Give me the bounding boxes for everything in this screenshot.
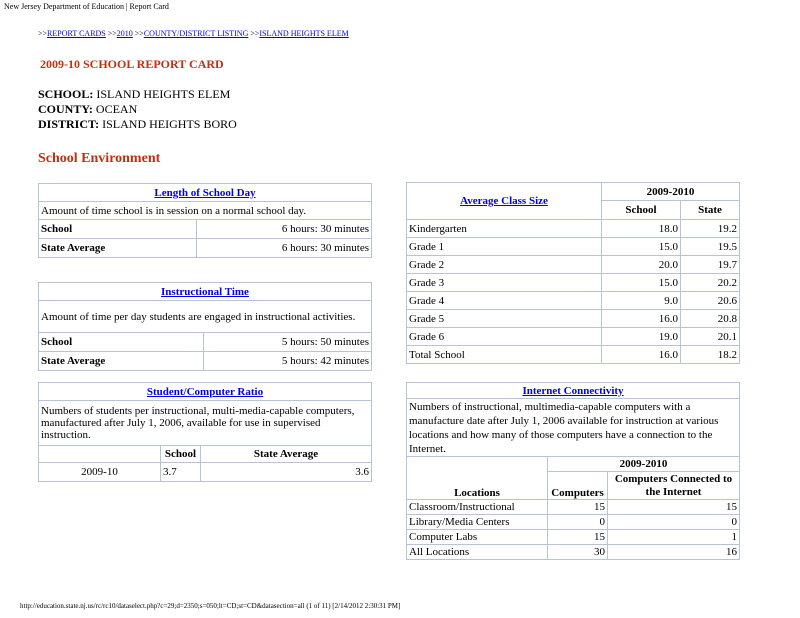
row-value: 6 hours: 30 minutes [197,220,372,239]
grade-cell: Total School [407,346,602,364]
row-label: School [39,333,204,352]
breadcrumb-separator: >> [107,29,117,38]
table-description: Numbers of students per instructional, multi-media-capable computers, manufactured after July 1, 2006, available for use in supervised instruction. [39,401,372,446]
state-cell: 20.1 [681,328,740,346]
state-cell: 19.7 [681,256,740,274]
table-row [407,220,740,238]
school-cell: 15.0 [602,274,681,292]
ratio-year: 2009-10 [39,463,161,482]
connected-cell: 0 [608,515,740,530]
table-header [407,183,602,220]
grade-cell: Kindergarten [407,220,602,238]
breadcrumb-separator: >> [250,29,260,38]
state-cell: 20.8 [681,310,740,328]
county-name: OCEAN [95,102,138,116]
blank-cell [407,457,548,472]
table-row [407,328,740,346]
instructional-time-link[interactable]: Instructional Time [161,285,249,298]
school-cell: 19.0 [602,328,681,346]
length-of-school-day-table [38,183,372,258]
computers-cell: 15 [548,530,608,545]
student-computer-ratio-link[interactable]: Student/Computer Ratio [146,385,264,398]
internet-connectivity-link[interactable]: Internet Connectivity [522,384,624,397]
col-school: School [602,201,681,220]
instructional-time-table [38,282,372,371]
col-computers: Computers [548,472,608,500]
blank-cell [39,446,161,463]
table-row [407,256,740,274]
grade-cell: Grade 2 [407,256,602,274]
table-row [407,292,740,310]
connected-cell: 1 [608,530,740,545]
connected-cell: 16 [608,545,740,560]
page-title: New Jersey Department of Education | Report Card [4,2,169,11]
table-row [407,545,740,560]
table-header [39,283,372,301]
computers-cell: 0 [548,515,608,530]
row-value: 5 hours: 42 minutes [204,352,372,371]
breadcrumb-report-cards[interactable]: REPORT CARDS [47,29,106,38]
county-label: COUNTY: [38,102,93,116]
table-row [407,500,740,515]
school-name: ISLAND HEIGHTS ELEM [96,87,231,101]
table-description: Numbers of instructional, multimedia-capable computers with a manufacture date after July 1, 2006 available for instruction at various locations and how many of those computers have a connection to the Internet. [407,399,740,457]
page-footer-url: http://education.state.nj.us/rc/rc10/dataselect.php?c=29;d=2350;s=050;lt=CD;st=CD&datasection=all (1 of 11) [2/14/2012 2:30:31 PM] [20,602,401,610]
breadcrumb-separator: >> [38,29,48,38]
school-cell: 16.0 [602,346,681,364]
table-header [39,383,372,401]
location-cell: Library/Media Centers [407,515,548,530]
district-name: ISLAND HEIGHTS BORO [102,117,237,131]
year-header: 2009-2010 [548,457,740,472]
school-label: SCHOOL: [38,87,94,101]
report-title: 2009-10 SCHOOL REPORT CARD [40,57,224,71]
state-cell: 19.2 [681,220,740,238]
location-cell: Computer Labs [407,530,548,545]
breadcrumb-county-district-listing[interactable]: COUNTY/DISTRICT LISTING [143,29,249,38]
school-info [38,87,237,132]
row-label: State Average [39,239,197,258]
student-computer-ratio-table [38,382,372,482]
col-locations: Locations [407,472,548,500]
table-row [407,238,740,256]
table-description: Amount of time school is in session on a normal school day. [39,202,372,220]
breadcrumb-separator: >> [134,29,144,38]
location-cell: All Locations [407,545,548,560]
table-row [407,530,740,545]
school-cell: 20.0 [602,256,681,274]
average-class-size-table [406,182,740,364]
location-cell: Classroom/Instructional [407,500,548,515]
table-description: Amount of time per day students are engaged in instructional activities. [39,301,372,333]
table-header [407,383,740,399]
length-of-school-day-link[interactable]: Length of School Day [154,186,256,199]
average-class-size-link[interactable]: Average Class Size [460,195,548,207]
row-label: State Average [39,352,204,371]
breadcrumb-2010[interactable]: 2010 [116,29,133,38]
computers-cell: 30 [548,545,608,560]
state-cell: 18.2 [681,346,740,364]
district-label: DISTRICT: [38,117,100,131]
state-cell: 19.5 [681,238,740,256]
computers-cell: 15 [548,500,608,515]
school-cell: 18.0 [602,220,681,238]
internet-connectivity-table [406,382,740,560]
row-value: 6 hours: 30 minutes [197,239,372,258]
breadcrumb-school[interactable]: ISLAND HEIGHTS ELEM [259,29,349,38]
ratio-state: 3.6 [201,463,372,482]
col-connected: Computers Connected to the Internet [608,472,740,500]
state-cell: 20.2 [681,274,740,292]
table-header [39,184,372,202]
school-cell: 15.0 [602,238,681,256]
connected-cell: 15 [608,500,740,515]
col-state: State [681,201,740,220]
year-header: 2009-2010 [602,183,740,201]
table-row [407,274,740,292]
ratio-school: 3.7 [161,463,201,482]
row-value: 5 hours: 50 minutes [204,333,372,352]
breadcrumb [38,29,349,38]
grade-cell: Grade 4 [407,292,602,310]
col-school: School [161,446,201,463]
table-row [407,310,740,328]
table-row [407,346,740,364]
grade-cell: Grade 3 [407,274,602,292]
col-state-average: State Average [201,446,372,463]
grade-cell: Grade 6 [407,328,602,346]
school-cell: 16.0 [602,310,681,328]
state-cell: 20.6 [681,292,740,310]
table-row [407,515,740,530]
school-cell: 9.0 [602,292,681,310]
row-label: School [39,220,197,239]
grade-cell: Grade 1 [407,238,602,256]
grade-cell: Grade 5 [407,310,602,328]
section-title: School Environment [38,151,161,166]
